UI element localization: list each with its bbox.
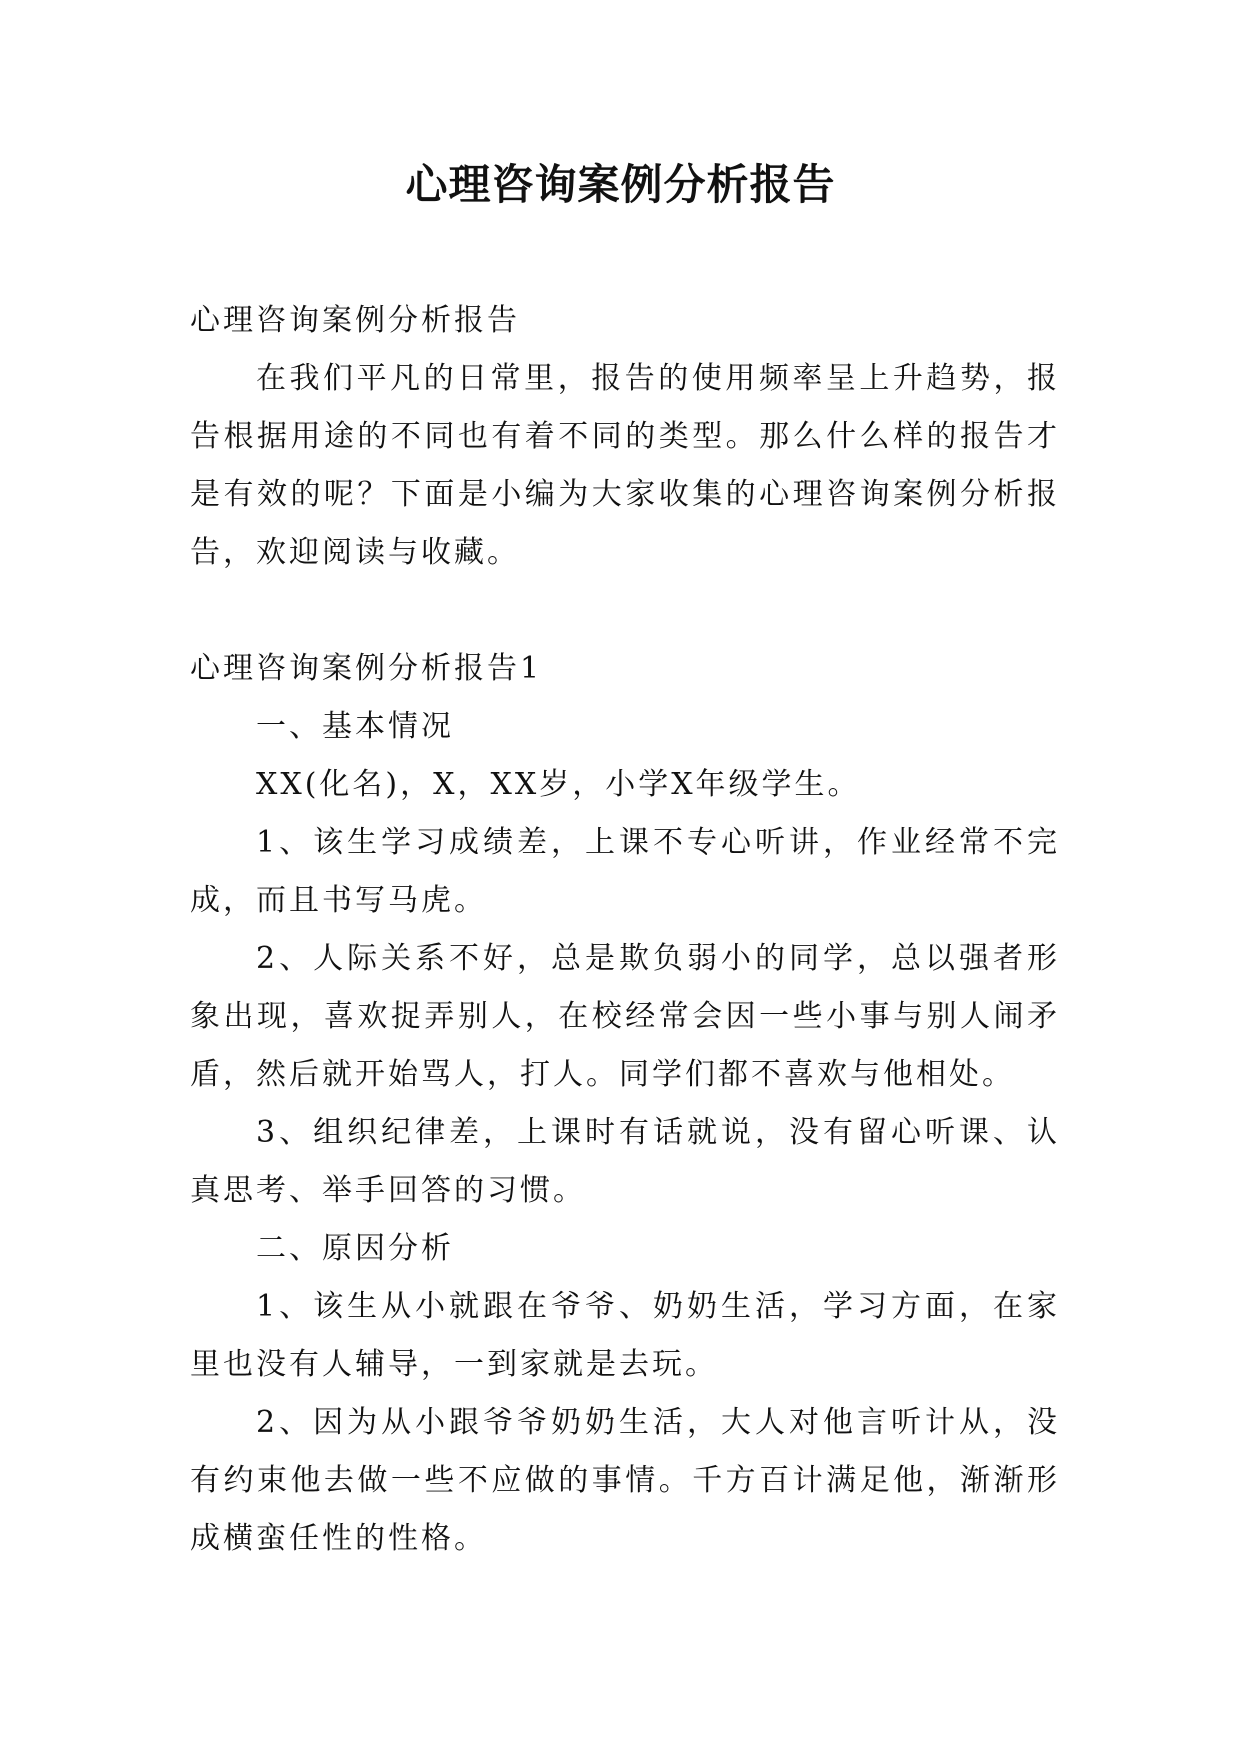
- paragraph-student-info: XX(化名)，X，XX岁，小学X年级学生。: [256, 767, 861, 802]
- section-heading-report-1: 心理咨询案例分析报告1: [190, 651, 543, 686]
- paragraph-cause-1: 1、该生从小就跟在爷爷、奶奶生活，学习方面，在家里也没有人辅导，一到家就是去玩。: [190, 1289, 1060, 1382]
- section-heading-cause-analysis: 二、原因分析: [256, 1231, 454, 1266]
- paragraph-item-2: 2、人际关系不好，总是欺负弱小的同学，总以强者形象出现，喜欢捉弄别人，在校经常会因一些小事与别人闹矛盾，然后就开始骂人，打人。同学们都不喜欢与他相处。: [190, 941, 1060, 1092]
- document-title: 心理咨询案例分析报告: [405, 160, 836, 209]
- paragraph-item-1: 1、该生学习成绩差，上课不专心听讲，作业经常不完成，而且书写马虎。: [190, 825, 1060, 918]
- document-body: [190, 292, 1060, 1568]
- paragraph-item-3: 3、组织纪律差，上课时有话就说，没有留心听课、认真思考、举手回答的习惯。: [190, 1115, 1060, 1208]
- paragraph-subtitle: 心理咨询案例分析报告: [190, 303, 520, 338]
- section-heading-basic-info: 一、基本情况: [256, 709, 454, 744]
- paragraph-cause-2: 2、因为从小跟爷爷奶奶生活，大人对他言听计从，没有约束他去做一些不应做的事情。千方百计满足他，渐渐形成横蛮任性的性格。: [190, 1405, 1060, 1556]
- paragraph-intro: 在我们平凡的日常里，报告的使用频率呈上升趋势，报告根据用途的不同也有着不同的类型。那么什么样的报告才是有效的呢？下面是小编为大家收集的心理咨询案例分析报告，欢迎阅读与收藏。: [190, 361, 1060, 570]
